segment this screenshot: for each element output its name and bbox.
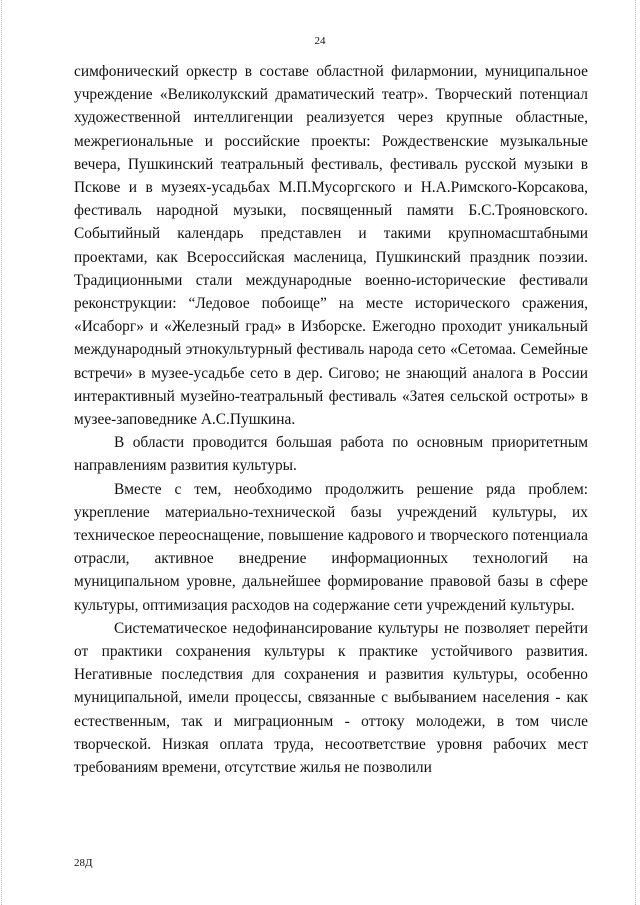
page-number: 24: [314, 35, 326, 47]
paragraph-2: В области проводится большая работа по основным приоритетным направлениям развития культуры.: [74, 434, 588, 475]
scan-edge-left: [1, 0, 3, 905]
paragraph-3: Вместе с тем, необходимо продолжить решение ряда проблем: укрепление материально-технической базы учреждений культуры, их техническое переоснащение, повышение кадрового и творческого потенциала отрасли, активное внедрение информационных технологий на муниципальном уровне, дальнейшее формирование правовой базы в сфере культуры, оптимизация расходов на содержание сети учреждений культуры.: [74, 480, 588, 614]
paragraph-1: симфонический оркестр в составе областной филармонии, муниципальное учреждение «Великолукский драматический театр». Творческий потенциал художественной интеллигенции реализуется через крупные областные, межрегиональные и российские проекты: Рождественские музыкальные вечера, Пушкинский театральный фестиваль, фестиваль русской музыки в Пскове и в музеях-усадьбах М.П.Мусоргского и Н.А.Римского-Корсакова, фестиваль народной музыки, посвященный памяти Б.С.Трояновского. Событийный календарь представлен и такими крупномасштабными проектами, как Всероссийская масленица, Пушкинский праздник поэзии. Традиционными стали международные военно-исторические фестивали реконструкции: “Ледовое побоище” на месте исторического сражения, «Исаборг» и «Железный град» в Изборске. Ежегодно проходит уникальный международный этнокультурный фестиваль народа сето «Сетомаа. Семейные встречи» в музее-усадьбе сето в дер. Сигово; не знающий аналога в России интерактивный музейно-театральный фестиваль «Затея сельской остроты» в музее-заповеднике А.С.Пушкина.: [74, 63, 588, 429]
sheet-mark: 28Д: [74, 857, 93, 869]
paragraph-4: Систематическое недофинансирование культуры не позволяет перейти от практики сохранения культуры к практике устойчивого развития. Негативные последствия для сохранения и развития культуры, особенно муниципальной, имели процессы, связанные с выбыванием населения - как естественным, так и миграционным - оттоку молодежи, в том числе творческой. Низкая оплата труда, несоответствие уровня рабочих мест требованиям времени, отсутствие жилья не позволили: [74, 619, 588, 777]
document-body: [74, 60, 588, 779]
scan-edge-right: [635, 0, 637, 905]
